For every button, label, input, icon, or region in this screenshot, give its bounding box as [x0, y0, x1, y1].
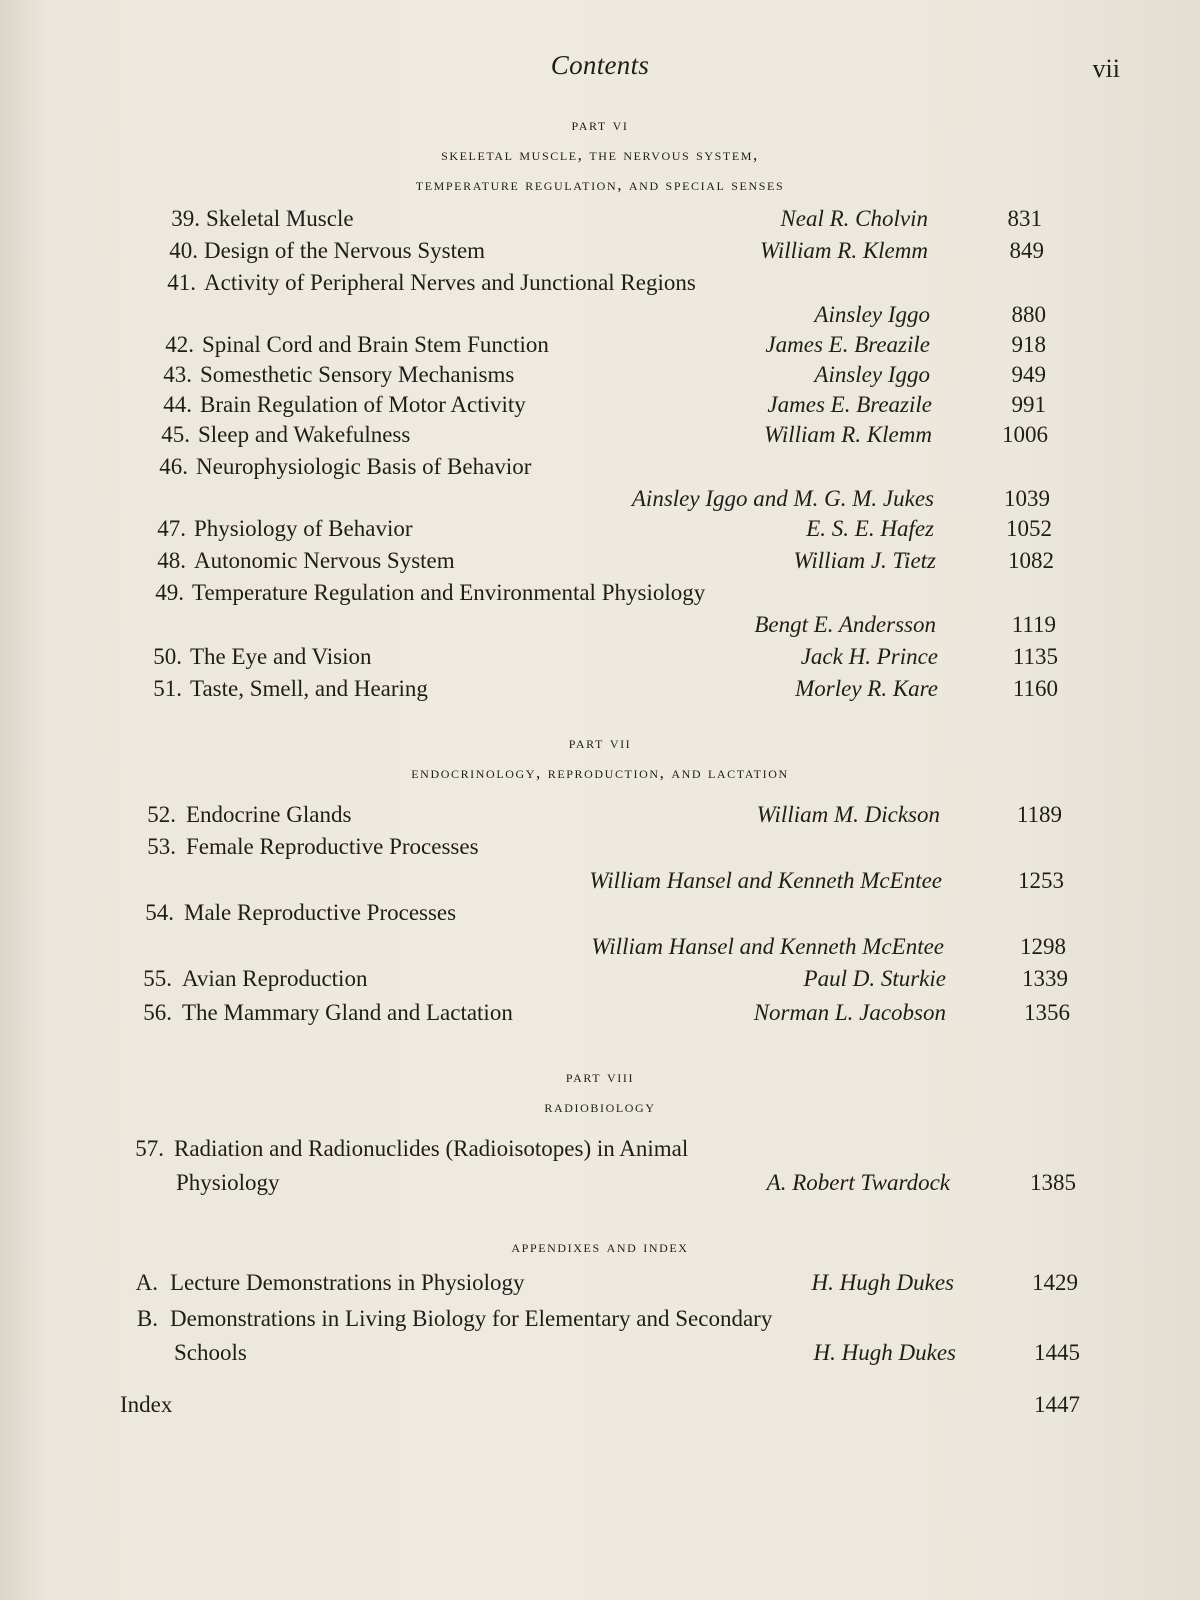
- toc-entry: [0, 900, 1200, 932]
- part-subtitle: radiobiology: [544, 1097, 656, 1116]
- chapter-number: 56.: [143, 1000, 172, 1025]
- toc-entry: [0, 422, 1200, 454]
- appendixes-heading: [0, 1232, 1200, 1262]
- chapter-title: Male Reproductive Processes: [184, 900, 457, 925]
- page-number: 1052: [1006, 516, 1052, 541]
- chapter-title: Neurophysiologic Basis of Behavior: [196, 454, 532, 479]
- part-vi-heading: [0, 110, 1200, 200]
- chapter-number: 40.: [169, 238, 198, 263]
- toc-entry: [0, 486, 1200, 518]
- chapter-author: William R. Klemm: [763, 422, 932, 447]
- chapter-title: Index: [120, 1392, 173, 1417]
- chapter-author: William Hansel and Kenneth McEntee: [591, 934, 944, 959]
- chapter-author: Ainsley Iggo: [814, 302, 930, 327]
- toc-entry: [0, 362, 1200, 394]
- chapter-title: Endocrine Glands: [186, 802, 352, 827]
- running-head-title: Contents: [550, 50, 650, 80]
- page-number: 880: [1011, 302, 1046, 327]
- chapter-title: Radiation and Radionuclides (Radioisotopes) in Animal: [174, 1136, 689, 1161]
- chapter-title: Design of the Nervous System: [204, 238, 486, 263]
- page-number: 1160: [1012, 676, 1058, 701]
- chapter-title: Taste, Smell, and Hearing: [190, 676, 428, 701]
- chapter-author: Norman L. Jacobson: [753, 1000, 946, 1025]
- toc-entry: [0, 1136, 1200, 1168]
- chapter-number: 44.: [163, 392, 192, 417]
- chapter-author: William R. Klemm: [759, 238, 928, 263]
- toc-entry: [0, 1170, 1200, 1202]
- part-subtitle: skeletal muscle, the nervous system,: [441, 145, 759, 164]
- page-number: 831: [1007, 206, 1042, 231]
- chapter-title: Schools: [174, 1340, 247, 1365]
- page-number: 1339: [1022, 966, 1068, 991]
- toc-entry: [0, 516, 1200, 548]
- page-number: 1356: [1024, 1000, 1070, 1025]
- toc-entry: [0, 868, 1200, 900]
- chapter-author: James E. Breazile: [767, 392, 932, 417]
- chapter-author: Ainsley Iggo and M. G. M. Jukes: [631, 486, 934, 511]
- toc-entry: [0, 392, 1200, 424]
- page-number: 849: [1009, 238, 1044, 263]
- page-number: 1429: [1032, 1270, 1078, 1295]
- page-number: 1135: [1012, 644, 1058, 669]
- chapter-title: Female Reproductive Processes: [186, 834, 479, 859]
- toc-entry: [0, 1392, 1200, 1424]
- running-head-page-number: vii: [1092, 54, 1120, 83]
- chapter-number: 54.: [145, 900, 174, 925]
- part-label: part viii: [565, 1067, 635, 1086]
- chapter-author: Jack H. Prince: [800, 644, 938, 669]
- chapter-author: H. Hugh Dukes: [811, 1270, 954, 1295]
- chapter-number: 57.: [135, 1136, 164, 1161]
- chapter-number: 41.: [167, 270, 196, 295]
- toc-entry: [0, 1306, 1200, 1338]
- part-vii-heading: [0, 728, 1200, 788]
- chapter-title: Physiology: [176, 1170, 280, 1195]
- part-viii-heading: [0, 1062, 1200, 1122]
- chapter-title: Temperature Regulation and Environmental Physiology: [192, 580, 706, 605]
- toc-entry: [0, 934, 1200, 966]
- toc-entry: [0, 206, 1200, 238]
- chapter-title: Sleep and Wakefulness: [198, 422, 411, 447]
- chapter-title: Activity of Peripheral Nerves and Junctional Regions: [204, 270, 696, 295]
- chapter-number: 46.: [159, 454, 188, 479]
- chapter-author: H. Hugh Dukes: [813, 1340, 956, 1365]
- page-number: 1006: [1002, 422, 1048, 447]
- page-number: 1447: [1034, 1392, 1080, 1417]
- page-number: 1298: [1020, 934, 1066, 959]
- chapter-number: 43.: [163, 362, 192, 387]
- chapter-author: Morley R. Kare: [795, 676, 938, 701]
- chapter-author: Paul D. Sturkie: [803, 966, 946, 991]
- page-number: 1119: [1011, 612, 1056, 637]
- page-number: 1253: [1018, 868, 1064, 893]
- chapter-title: Avian Reproduction: [182, 966, 368, 991]
- chapter-author: William J. Tietz: [793, 548, 936, 573]
- toc-entry: [0, 548, 1200, 580]
- chapter-number: 42.: [165, 332, 194, 357]
- toc-entry: [0, 1270, 1200, 1302]
- toc-entry: [0, 644, 1200, 676]
- chapter-number: B.: [136, 1306, 158, 1331]
- toc-entry: [0, 834, 1200, 866]
- chapter-author: Neal R. Cholvin: [780, 206, 928, 231]
- toc-entry: [0, 612, 1200, 644]
- toc-entry: [0, 238, 1200, 270]
- chapter-number: 48.: [157, 548, 186, 573]
- chapter-title: Physiology of Behavior: [194, 516, 413, 541]
- page-number: 1189: [1016, 802, 1062, 827]
- toc-entry: [0, 302, 1200, 334]
- chapter-author: Bengt E. Andersson: [754, 612, 936, 637]
- page-number: 1039: [1004, 486, 1050, 511]
- toc-entry: [0, 966, 1200, 998]
- chapter-author: William Hansel and Kenneth McEntee: [589, 868, 942, 893]
- part-subtitle: appendixes and index: [511, 1237, 689, 1256]
- part-label: part vii: [568, 733, 632, 752]
- chapter-author: A. Robert Twardock: [766, 1170, 950, 1195]
- chapter-author: E. S. E. Hafez: [806, 516, 934, 541]
- chapter-title: Demonstrations in Living Biology for Elementary and Secondary: [170, 1306, 773, 1331]
- chapter-author: William M. Dickson: [756, 802, 940, 827]
- page-number: 991: [1011, 392, 1046, 417]
- toc-entry: [0, 1000, 1200, 1032]
- chapter-title: Spinal Cord and Brain Stem Function: [202, 332, 549, 357]
- chapter-title: Autonomic Nervous System: [194, 548, 455, 573]
- chapter-number: 52.: [147, 802, 176, 827]
- chapter-title: The Mammary Gland and Lactation: [182, 1000, 513, 1025]
- toc-entry: [0, 332, 1200, 364]
- chapter-title: Somesthetic Sensory Mechanisms: [200, 362, 515, 387]
- toc-entry: [0, 270, 1200, 302]
- page-number: 1445: [1034, 1340, 1080, 1365]
- part-subtitle: temperature regulation, and special senses: [415, 175, 785, 194]
- chapter-number: 55.: [143, 966, 172, 991]
- toc-entry: [0, 1340, 1200, 1372]
- chapter-number: 50.: [153, 644, 182, 669]
- page-number: 1082: [1008, 548, 1054, 573]
- chapter-number: 47.: [157, 516, 186, 541]
- toc-entry: [0, 802, 1200, 834]
- chapter-title: Lecture Demonstrations in Physiology: [170, 1270, 525, 1295]
- page-number: 1385: [1030, 1170, 1076, 1195]
- toc-entry: [0, 580, 1200, 612]
- chapter-number: 45.: [161, 422, 190, 447]
- toc-entry: [0, 676, 1200, 708]
- page-number: 918: [1011, 332, 1046, 357]
- chapter-author: James E. Breazile: [765, 332, 930, 357]
- chapter-number: A.: [135, 1270, 158, 1295]
- page-number: 949: [1011, 362, 1046, 387]
- toc-entry: [0, 454, 1200, 486]
- chapter-author: Ainsley Iggo: [814, 362, 930, 387]
- chapter-number: 49.: [155, 580, 184, 605]
- chapter-number: 51.: [153, 676, 182, 701]
- chapter-title: Skeletal Muscle: [206, 206, 354, 231]
- chapter-number: 39.: [171, 206, 200, 231]
- chapter-title: The Eye and Vision: [190, 644, 372, 669]
- part-subtitle: endocrinology, reproduction, and lactation: [411, 763, 789, 782]
- chapter-number: 53.: [147, 834, 176, 859]
- chapter-title: Brain Regulation of Motor Activity: [200, 392, 526, 417]
- part-label: part vi: [571, 115, 629, 134]
